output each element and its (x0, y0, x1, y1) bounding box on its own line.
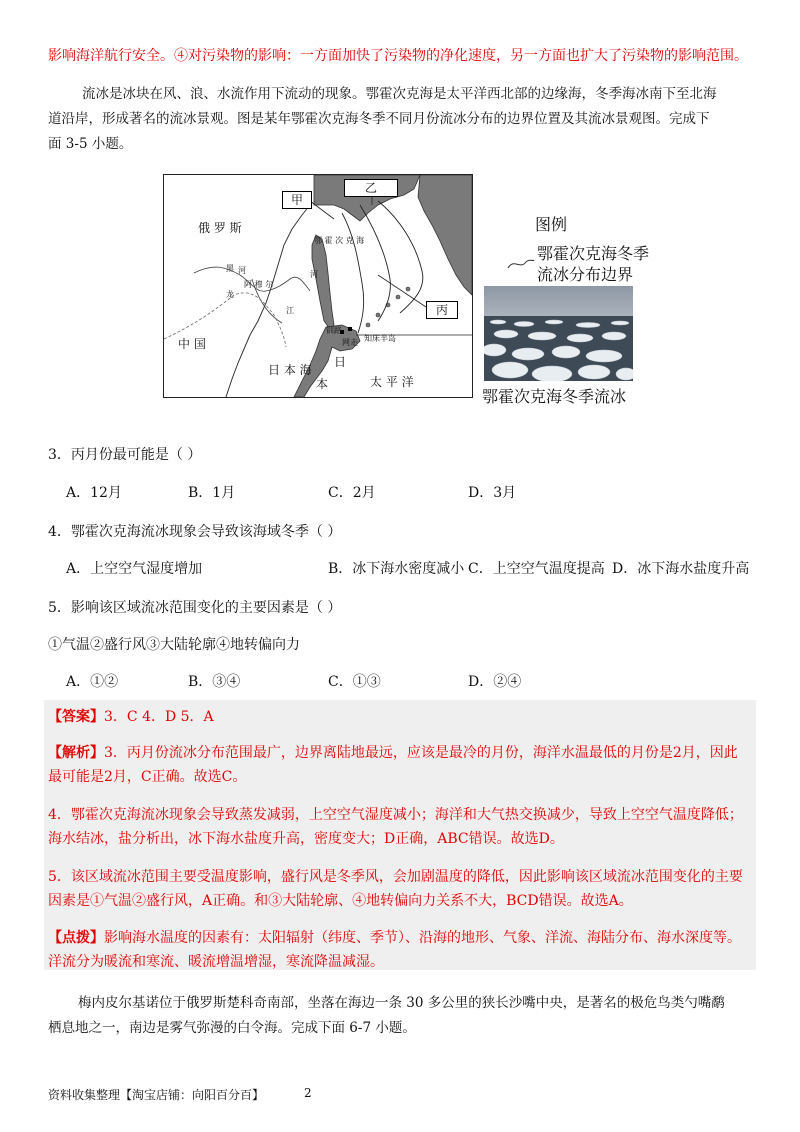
top-continuation-line: 影响海洋航行安全。④对污染物的影响：一方面加快了污染物的净化速度，另一方面也扩大了污染物的影响范围。 (48, 48, 748, 64)
legend-text-1: 鄂霍次克海冬季 (537, 244, 650, 263)
intro-line-1: 流冰是冰块在风、浪、水流作用下流动的现象。鄂霍次克海是太平洋西北部的边缘海，冬季海冰南下至北海 (82, 86, 717, 102)
page-number: 2 (304, 1086, 312, 1100)
q4-option-c[interactable]: C．上空空气温度提高 (468, 561, 605, 577)
label-japan-ri: 日 (334, 355, 347, 369)
map-svg (164, 175, 472, 397)
label-hei-1: 黑 (226, 264, 234, 273)
label-jia: 甲 (282, 191, 312, 209)
q5-factors: ①气温②盛行风③大陆轮廓④地转偏向力 (48, 637, 300, 653)
q3-stem: 3．丙月份最可能是（ ） (48, 447, 202, 463)
intro-line-3: 面 3-5 小题。 (48, 136, 133, 152)
legend-text-2: 流冰分布边界 (537, 265, 634, 284)
answer-tag: 【答案】 (48, 709, 104, 725)
analysis-p1-line1 (48, 743, 756, 763)
analysis-tag: 【解析】 (48, 745, 104, 761)
analysis-p2-line2: 海水结冰，盐分析出，冰下海水盐度升高，密度变大；D正确，ABC错误。故选D。 (48, 831, 564, 847)
okhotsk-map (163, 174, 473, 398)
tips-line2: 洋流分为暖流和寒流、暖流增温增湿，寒流降温减湿。 (48, 954, 384, 970)
tips-text: 影响海水温度的因素有：太阳辐射（纬度、季节）、沿海的地形、气象、洋流、海陆分布、海水深度等。 (104, 930, 741, 946)
kuril-island (396, 295, 400, 299)
q4-option-d[interactable]: D．冰下海水盐度升高 (612, 561, 750, 577)
label-pacific: 太 平 洋 (370, 375, 414, 389)
analysis-p3-line1: 5．该区域流冰范围主要受温度影响，盛行风是冬季风，会加剧温度的降低，因此影响该区域流冰范围变化的主要 (48, 869, 743, 885)
q3-option-a[interactable]: A．12月 (66, 485, 122, 501)
kuril-island (406, 287, 410, 291)
analysis-p1-text: 3．丙月份流冰分布范围最广，边界离陆地最远，应该是最冷的月份，海洋水温最低的月份是2月，因此 (104, 745, 738, 761)
label-japan-ben: 本 (316, 377, 329, 391)
analysis-p2-line1: 4．鄂霍次克海流冰现象会导致蒸发减弱，上空空气湿度减小；海洋和大气热交换减少，导致上空空气温度降低； (48, 807, 743, 823)
tips-tag: 【点拨】 (48, 930, 104, 946)
land-kamchatka (418, 175, 472, 295)
label-china: 中 国 (178, 337, 206, 351)
label-bing: 丙 (426, 301, 458, 319)
q5-option-c[interactable]: C．①③ (328, 674, 381, 690)
label-hei-2: 龙 (226, 290, 234, 299)
label-yi: 乙 (344, 179, 398, 197)
drift-ice-photo (484, 286, 633, 381)
label-river-he: 河 (238, 266, 246, 275)
label-sea-japan: 日 本 海 (268, 363, 312, 377)
q4-option-a[interactable]: A．上空空气湿度增加 (66, 561, 203, 577)
answer-text: 3．C 4．D 5．A (104, 709, 214, 725)
q4-stem: 4．鄂霍次克海流冰现象会导致该海域冬季（ ） (48, 524, 342, 540)
kuril-island (366, 323, 370, 327)
q3-option-c[interactable]: C．2月 (328, 485, 376, 501)
photo-caption: 鄂霍次克海冬季流冰 (482, 387, 627, 406)
q3-option-d[interactable]: D．3月 (468, 485, 517, 501)
land-sakhalin (312, 235, 334, 329)
q5-option-a[interactable]: A．①② (66, 674, 119, 690)
q5-option-b[interactable]: B．③④ (188, 674, 241, 690)
q5-stem: 5．影响该区域流冰范围变化的主要因素是（ ） (48, 600, 342, 616)
intro-line-2: 道沿岸，形成著名的流冰景观。图是某年鄂霍次克海冬季不同月份流冰分布的边界位置及其流冰景观图。完成下 (48, 111, 710, 127)
label-okhotsk: 鄂 霍 次 克 海 (314, 236, 365, 245)
analysis-p1-line2: 最可能是2月，C正确。故选C。 (48, 769, 247, 785)
label-abashiri: 网走 (342, 338, 358, 347)
legend-title: 图例 (535, 215, 568, 234)
label-kushiro: 钏路 (326, 326, 342, 335)
analysis-p3-line2: 因素是①气温②盛行风，A正确。和③大陆轮廓、④地转偏向力关系不大，BCD错误。故选A。 (48, 893, 633, 909)
label-he2: 河 (310, 270, 318, 279)
label-hei-3: 江 (286, 306, 294, 315)
kuril-island (376, 313, 380, 317)
leader-bing (378, 275, 426, 307)
next-intro-line1: 梅内皮尔基诺位于俄罗斯楚科奇南部，坐落在海边一条 30 多公里的狭长沙嘴中央，是著名的极危鸟类勺嘴鹬 (78, 995, 725, 1011)
answer-line (48, 707, 756, 727)
q5-option-d[interactable]: D．②④ (468, 674, 522, 690)
footer-source: 资料收集整理【淘宝店铺：向阳百分百】 (48, 1088, 265, 1102)
legend-line-symbol (506, 256, 536, 272)
label-russia: 俄 罗 斯 (198, 221, 242, 235)
next-intro-line2: 栖息地之一，南边是雾气弥漫的白令海。完成下面 6-7 小题。 (48, 1020, 416, 1036)
q3-option-b[interactable]: B．1月 (188, 485, 236, 501)
q4-option-b[interactable]: B．冰下海水密度减小 (328, 561, 465, 577)
label-amur: 阿 穆 尔 (244, 280, 274, 289)
tips-line1 (48, 928, 756, 948)
label-shiretoko: 知床半岛 (364, 334, 396, 343)
city-marker (348, 327, 352, 331)
